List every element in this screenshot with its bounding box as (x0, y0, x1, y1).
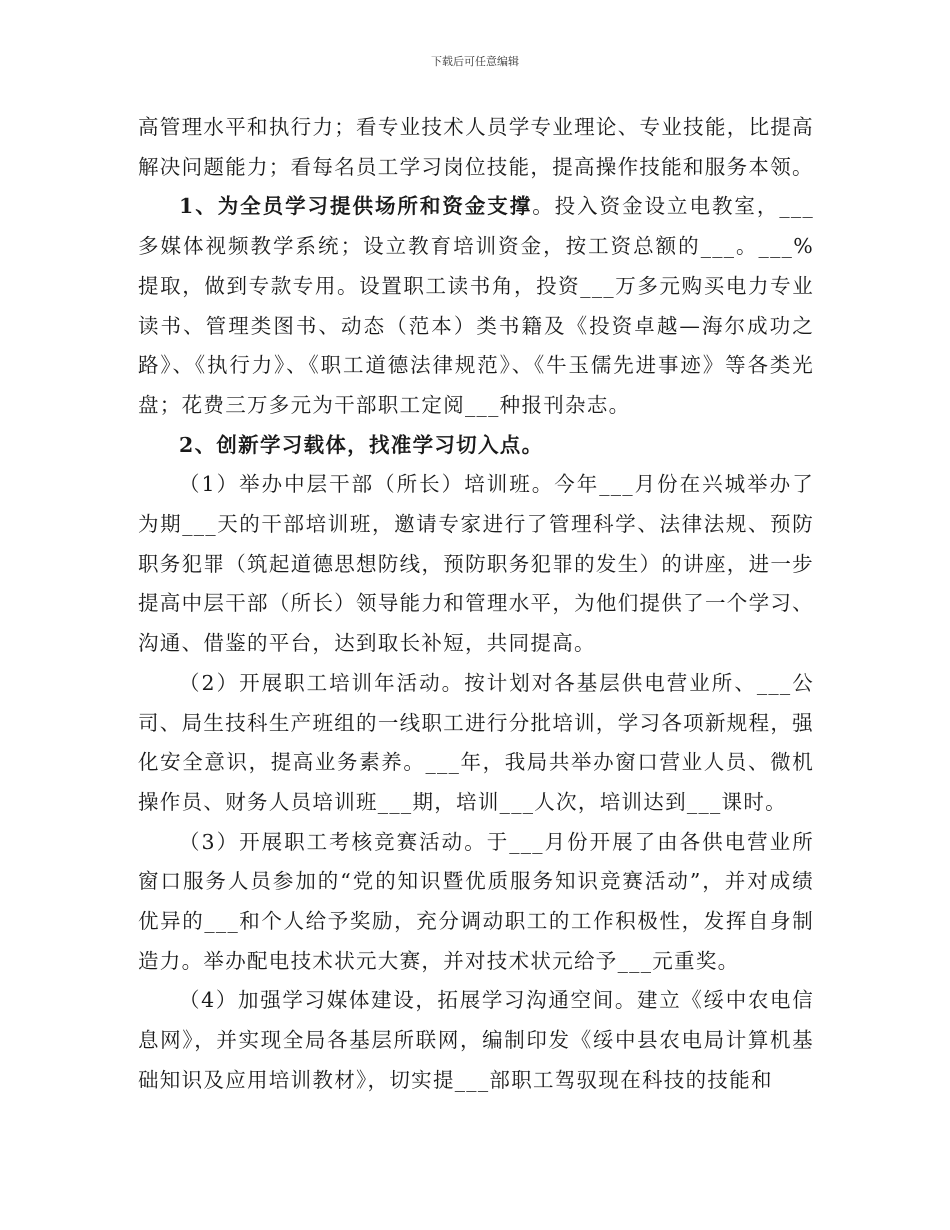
paragraph-item-3: （3）开展职工考核竞赛活动。于___月份开展了由各供电营业所窗口服务人员参加的“党的知识暨优质服务知识竞赛活动”，并对成绩优异的___和个人给予奖励，充分调动职工的工作积极性，发挥自身制造力。举办配电技术状元大赛，并对技术状元给予___元重奖。 (138, 829, 814, 973)
page-header-note: 下载后可任意编辑 (431, 55, 519, 68)
section-1-heading: 1、为全员学习提供场所和资金支撑 (179, 194, 533, 219)
document-body (138, 108, 814, 1101)
paragraph-section-1 (138, 187, 814, 425)
section-1-text: 。投入资金设立电教室，___多媒体视频教学系统；设立教育培训资金，按工资总额的___。___%提取，做到专款专用。设置职工读书角，投资___万多元购买电力专业读书、管理类图书、动态（范本）类书籍及《投资卓越—海尔成功之路》、《执行力》、《职工道德法律规范》、《牛玉儒先进事迹》等各类光盘；花费三万多元为干部职工定阅___种报刊杂志。 (138, 194, 814, 417)
paragraph-item-2: （2）开展职工培训年活动。按计划对各基层供电营业所、___公司、局生技科生产班组的一线职工进行分批培训，学习各项新规程，强化安全意识，提高业务素养。___年，我局共举办窗口营业人员、微机操作员、财务人员培训班___期，培训___人次，培训达到___课时。 (138, 670, 814, 814)
paragraph-item-4: （4）加强学习媒体建设，拓展学习沟通空间。建立《绥中农电信息网》，并实现全局各基层所联网，编制印发《绥中县农电局计算机基础知识及应用培训教材》，切实提___部职工驾驭现在科技的技能和 (138, 988, 814, 1092)
paragraph-continuation: 高管理水平和执行力；看专业技术人员学专业理论、专业技能，比提高解决问题能力；看每名员工学习岗位技能，提高操作技能和服务本领。 (138, 115, 814, 179)
paragraph-item-1: （1）举办中层干部（所长）培训班。今年___月份在兴城举办了为期___天的干部培训班，邀请专家进行了管理科学、法律法规、预防职务犯罪（筑起道德思想防线，预防职务犯罪的发生）的讲座，进一步提高中层干部（所长）领导能力和管理水平，为他们提供了一个学习、沟通、借鉴的平台，达到取长补短，共同提高。 (138, 472, 814, 656)
section-2-heading: 2、创新学习载体，找准学习切入点。 (179, 432, 544, 457)
